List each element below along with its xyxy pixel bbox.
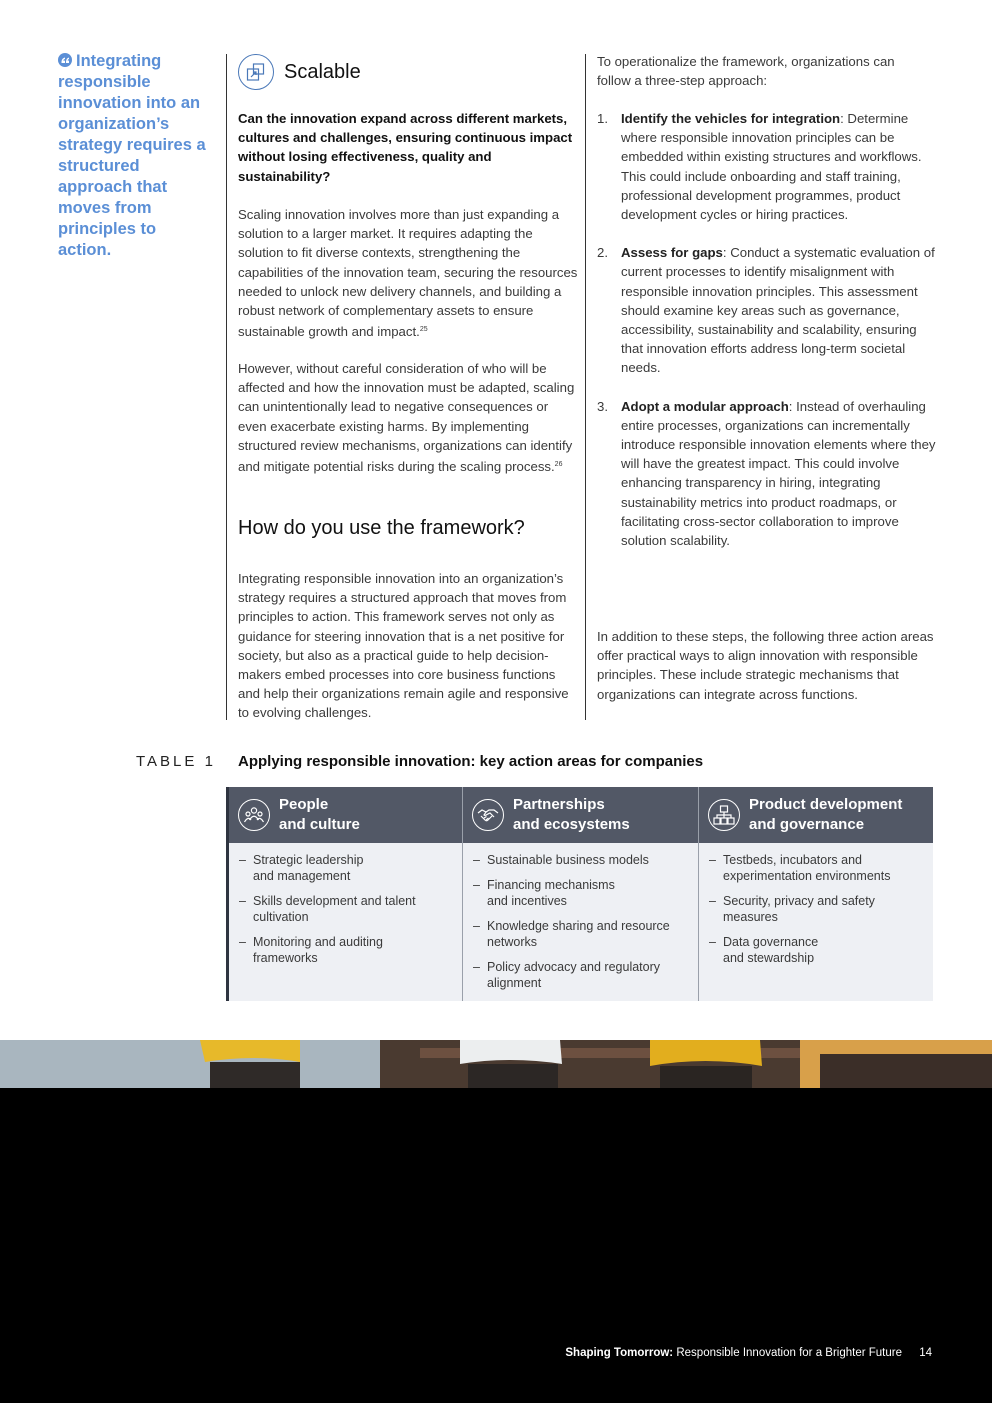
table-title: Applying responsible innovation: key action areas for companies bbox=[238, 753, 704, 770]
step-text: : Conduct a systematic evaluation of current processes to identify misalignment with responsible innovation principles. This assessment should examine key areas such as governance, accessibility, sustainability and scalability, ensuring that innovation efforts address long-term societal needs. bbox=[621, 245, 935, 376]
list-item: – Policy advocacy and regulatory alignment bbox=[473, 959, 690, 991]
footnote-ref: 26 bbox=[554, 461, 563, 469]
paragraph-text: However, without careful consideration of who will be affected and how the innovation must be adapted, scaling can unintentionally lead to negative consequences or even exacerbate existing harms. By implementing structured review mechanisms, organizations can identify and mitigate potential risks during the scaling process. bbox=[238, 361, 575, 475]
footnote-ref: 25 bbox=[419, 326, 428, 334]
scalable-header bbox=[238, 54, 361, 90]
footer-title: Responsible Innovation for a Brighter Future bbox=[676, 1347, 902, 1359]
column-rule-middle bbox=[585, 54, 586, 720]
step-title: Assess for gaps bbox=[621, 245, 723, 261]
step-number: 1. bbox=[597, 111, 608, 126]
column-header-text: Product development and governance bbox=[749, 796, 903, 833]
step-text: : Determine where responsible innovation principles can be embedded within existing structures and workflows. This could include onboarding and staff training, professional development programmes, product development cycles or hiring practices. bbox=[621, 111, 922, 223]
list-item: – Monitoring and auditing frameworks bbox=[239, 934, 454, 966]
step-number: 2. bbox=[597, 245, 608, 261]
table-column-header bbox=[463, 787, 698, 843]
list-item: – Security, privacy and safety measures bbox=[709, 893, 925, 925]
table-column-product bbox=[699, 787, 933, 1001]
table-column-partnerships bbox=[463, 787, 698, 1001]
page-number: 14 bbox=[919, 1347, 932, 1359]
list-item: – Skills development and talent cultivation bbox=[239, 893, 454, 925]
steps-intro: To operationalize the framework, organizations can follow a three-step approach: bbox=[597, 54, 895, 89]
step-item bbox=[597, 243, 937, 377]
column-list bbox=[229, 843, 462, 966]
list-item: – Knowledge sharing and resource networks bbox=[473, 918, 690, 950]
page-footer bbox=[565, 1347, 932, 1359]
network-icon bbox=[708, 799, 740, 831]
list-item: – Sustainable business models bbox=[473, 852, 690, 868]
column-list bbox=[463, 843, 698, 991]
paragraph-text: Scaling innovation involves more than just expanding a solution to a larger market. It requires adapting the solution to fit diverse contexts, strengthening the capabilities of the innovation team, securing the resources needed to unlock new delivery channels, and building a robust network of complementary assets to ensure sustainable growth and impact. bbox=[238, 207, 578, 340]
table-column-header bbox=[229, 787, 462, 843]
pull-quote bbox=[58, 51, 208, 261]
scalable-paragraph-1 bbox=[238, 205, 578, 341]
step-title: Adopt a modular approach bbox=[621, 398, 789, 414]
column-rule-left bbox=[226, 54, 227, 720]
framework-heading: How do you use the framework? bbox=[238, 517, 525, 539]
step-item bbox=[597, 109, 937, 224]
table-column-header bbox=[699, 787, 933, 843]
table-label: TABLE 1 bbox=[136, 753, 216, 770]
footer-title-bold: Shaping Tomorrow: bbox=[565, 1347, 674, 1359]
list-item: – Testbeds, incubators and experimentation environments bbox=[709, 852, 925, 884]
list-item: – Data governance and stewardship bbox=[709, 934, 925, 966]
column-header-text: Partnerships and ecosystems bbox=[513, 796, 630, 833]
section-title: Scalable bbox=[284, 60, 361, 83]
table-column-people bbox=[229, 787, 462, 1001]
step-text: : Instead of overhauling entire processes, organizations can incrementally introduce responsible innovation elements where they will have the greatest impact. This could involve enhancing transparency in hiring, integrating sustainability metrics into product roadmaps, or facilitating cross-sector collaboration to improve solution scalability. bbox=[621, 398, 936, 549]
step-item bbox=[597, 397, 937, 551]
steps-list bbox=[597, 109, 937, 569]
steps-closing: In addition to these steps, the following three action areas offer practical ways to align innovation with responsible principles. These include strategic mechanisms that organizations can integrate across functions. bbox=[597, 629, 934, 702]
step-number: 3. bbox=[597, 398, 608, 414]
pull-quote-text: Integrating responsible innovation into an organization’s strategy requires a structured approach that moves from principles to action. bbox=[58, 52, 206, 259]
column-list bbox=[699, 843, 933, 966]
list-item: – Strategic leadership and management bbox=[239, 852, 454, 884]
handshake-icon bbox=[472, 799, 504, 831]
action-areas-table bbox=[226, 787, 933, 1001]
framework-paragraph: Integrating responsible innovation into an organization’s strategy requires a structured approach that moves from principles to action. This framework serves not only as guidance for steering innovation that is a net positive for society, but also as a practical guide to help decision-makers embed processes into core business functions and help their organizations remain agile and responsive to evolving challenges. bbox=[238, 571, 569, 721]
column-header-text: People and culture bbox=[279, 796, 360, 833]
quote-icon bbox=[58, 53, 72, 67]
workers-photo bbox=[0, 1040, 992, 1088]
step-title: Identify the vehicles for integration bbox=[621, 111, 841, 126]
list-item: – Financing mechanisms and incentives bbox=[473, 877, 690, 909]
scalable-paragraph-2 bbox=[238, 359, 578, 476]
scalable-question: Can the innovation expand across different markets, cultures and challenges, ensuring continuous impact without losing effectiveness, quality and sustainability? bbox=[238, 111, 573, 184]
scale-icon bbox=[238, 54, 274, 90]
people-icon bbox=[238, 799, 270, 831]
